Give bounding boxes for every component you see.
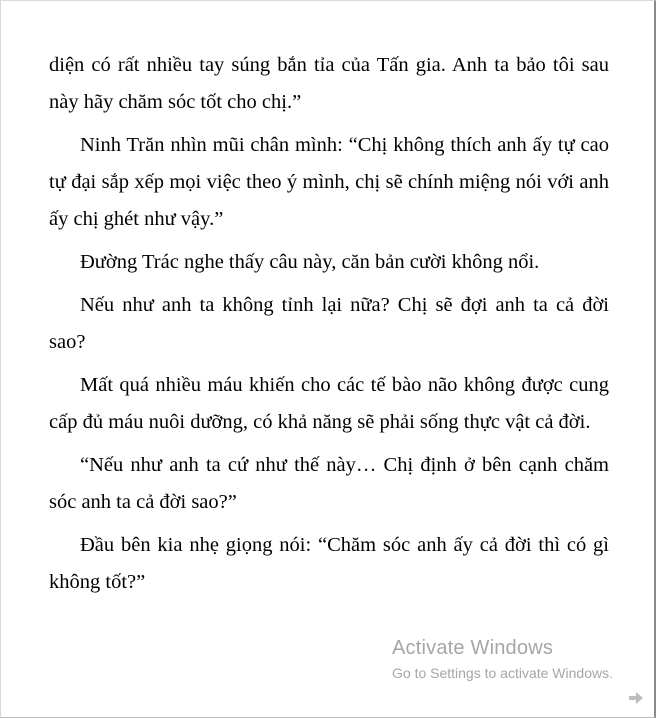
activate-windows-subtitle: Go to Settings to activate Windows. xyxy=(392,665,613,681)
paragraph-1: diện có rất nhiều tay súng bắn tỉa của Tấn gia. Anh ta bảo tôi sau này hãy chăm sóc tốt cho chị.” xyxy=(49,54,609,113)
activate-windows-watermark xyxy=(392,635,613,683)
paragraph-7: Đầu bên kia nhẹ giọng nói: “Chăm sóc anh ấy cả đời thì có gì không tốt?” xyxy=(49,534,609,593)
activate-windows-title: Activate Windows xyxy=(392,637,554,659)
paragraph-3: Đường Trác nghe thấy câu này, căn bản cười không nổi. xyxy=(80,251,540,273)
document-text xyxy=(49,47,609,607)
paragraph-5: Mất quá nhiều máu khiến cho các tế bào não không được cung cấp đủ máu nuôi dưỡng, có khả năng sẽ phải sống thực vật cả đời. xyxy=(49,374,609,433)
paragraph-6: “Nếu như anh ta cứ như thế này… Chị định ở bên cạnh chăm sóc anh ta cả đời sao?” xyxy=(49,454,609,513)
paragraph-2: Ninh Trăn nhìn mũi chân mình: “Chị không thích anh ấy tự cao tự đại sắp xếp mọi việc theo ý mình, chị sẽ chính miệng nói với anh ấy chị ghét như vậy.” xyxy=(49,134,609,230)
arrow-icon xyxy=(628,691,644,705)
paragraph-4: Nếu như anh ta không tỉnh lại nữa? Chị sẽ đợi anh ta cả đời sao? xyxy=(49,294,609,353)
